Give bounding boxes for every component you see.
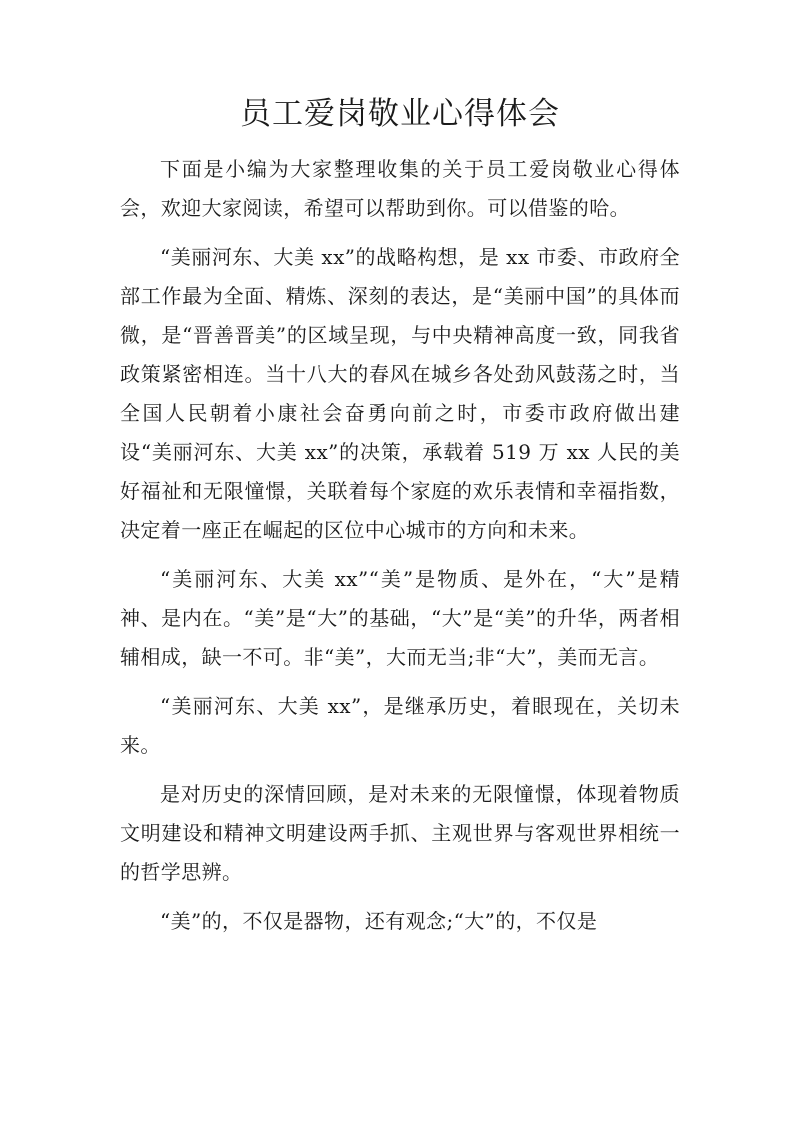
paragraph-strategy: “美丽河东、大美 xx”的战略构想，是 xx 市委、市政府全部工作最为全面、精炼、深刻的表达，是“美丽中国”的具体而微，是“晋善晋美”的区域呈现，与中央精神高度一致，同我省政策紧密相连。当十八大的春风在城乡各处劲风鼓荡之时，当全国人民朝着小康社会奋勇向前之时，市委市政府做出建设“美丽河东、大美 xx”的决策，承载着 519 万 xx 人民的美好福祉和无限憧憬，关联着每个家庭的欢乐表情和幸福指数，决定着一座正在崛起的区位中心城市的方向和未来。 — [120, 245, 680, 542]
paragraph-beauty-greatness: “美丽河东、大美 xx”“美”是物质、是外在，“大”是精神、是内在。“美”是“大”的基础，“大”是“美”的升华，两者相辅相成，缺一不可。非“美”，大而无当;非“大”，美而无言。 — [120, 567, 680, 669]
paragraph-history: “美丽河东、大美 xx”，是继承历史，着眼现在，关切未来。 — [120, 694, 680, 757]
document-title: 员工爱岗敬业心得体会 — [240, 96, 560, 132]
document-body — [120, 150, 680, 951]
paragraph-philosophy: 是对历史的深情回顾，是对未来的无限憧憬，体现着物质文明建设和精神文明建设两手抓、主观世界与客观世界相统一的哲学思辨。 — [120, 782, 680, 884]
paragraph-continued: “美”的，不仅是器物，还有观念;“大”的，不仅是 — [160, 909, 598, 933]
paragraph-intro: 下面是小编为大家整理收集的关于员工爱岗敬业心得体会，欢迎大家阅读，希望可以帮助到你。可以借鉴的哈。 — [120, 157, 680, 220]
